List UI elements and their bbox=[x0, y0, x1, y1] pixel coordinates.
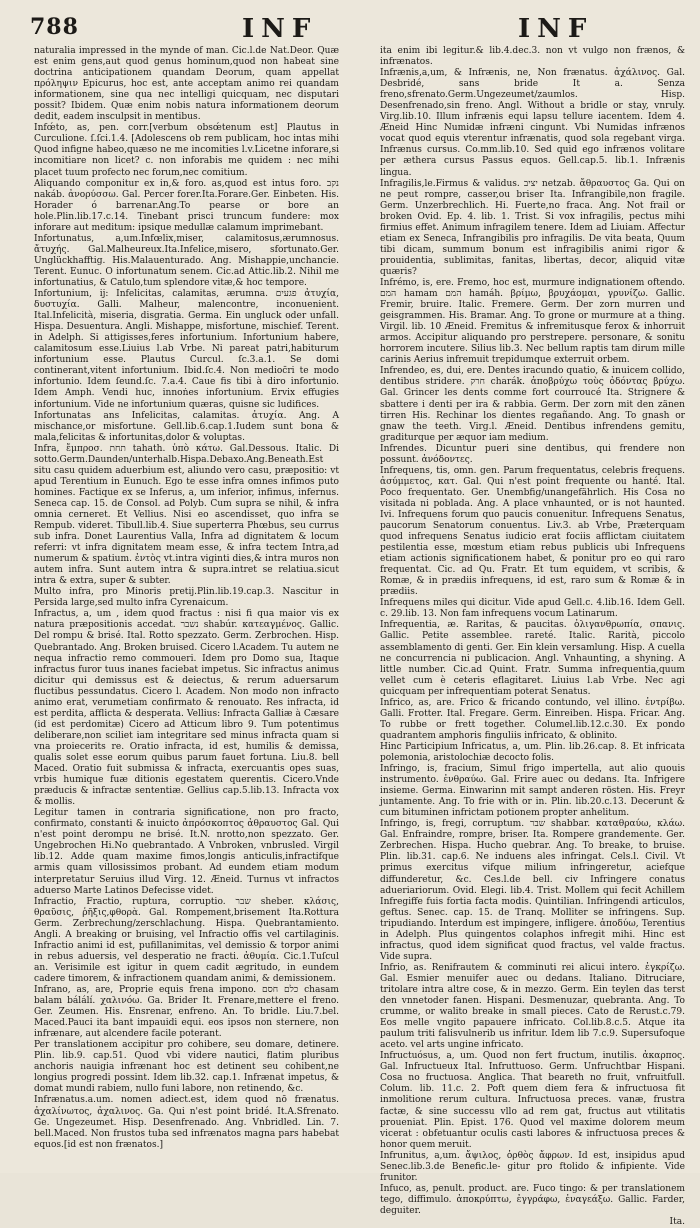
entry-infraeno-translationem: Per translationem accipitur pro cohibere, seu domare, detinere. Plin. lib.9. cap.51. Quod vbi videre nautici, flatim pluribus anchoris nauigia infrænant hoc est detinent seu cohibent,ne longius progredi possint. Idem lib.32. cap.1. Infrænat impetus, & domat mundi rabiem, nullo funi labore, non retinendo, &c. bbox=[34, 1040, 339, 1095]
entry-infrio: Infrio, as. Renifrautem & comminuti rei alicui intero. ἐγκρίζω. Gal. Esmier menuifer auec ou dedans. Italiano. Ditruciare, tritolare intra altre cose, & in mezzo. Germ. Ein teylen das terst den vnnetoder fanen. Hispani. Desmenuzar, quebranta. Ang. To crumme, or walito breake in small pieces. Cato de Rerust.c.79. Eos melle vngito papauere infricato. Col.lib.8.c.5. Atque ita paulum triti falisvulnerib us infritur. Idem lib 7.c.9. Supersufoque aceto. vel arts ungine infricato. bbox=[380, 962, 685, 1051]
entry-infrico: Infrico, as, are. Frico & fricando contundo, vel illino. ἐντρίβω. Galli. Frotter. Ital. Fregare. Germ. Einreiben. Hispa. Fricar. Ang. To rubbe or frett together. Columel.lib.12.c.30. Ex pondo quadrantem amphoris finguliis infricato, & oblinito. bbox=[380, 697, 685, 741]
entry-naturalia: naturalia impressed in the mynde of man. Cic.l.de Nat.Deor. Quæ est enim gens,aut quod genus hominum,quod non habeat sine doctrina anticipationem quandam Deorum, quam appellat πρόληψιν Epicurus, hoc est, ante acceptam animo rei quandam informationem, sine qua nec intelligi quicquam, nec disputari possit? Ibidem. Quæ enim nobis natura informationem deorum dedit, eadem insculpsit in mentibus. bbox=[34, 46, 339, 123]
right-column bbox=[380, 46, 686, 1227]
entry-infrendeo: Infrendeo, es, dui, ere. Dentes iracundo quatio, & inuicem collido, dentibus stridere. חרק charák. ἀποβρύχω τοὺς ὀδόντας βρύχω. Gal. Grincer les dents comme fort courroucé Ita. Strignere & sbattere i denti per ira & rabbia. Germ. Der zorn mit den zänen tirren His. Rechinar los dientes regañando. Ang. To gnash or gnaw the teeth. Virg.l. Æneid. Dentibus infrendens gemitu, graditurque per æquor iam medium. bbox=[380, 366, 685, 443]
entry-inforo-aliquando: Aliquando componitur ex in,& foro. as,quod est intus foro. נקב nakáb. ἀνορύσσω. Gal. Percer forer.Ita.Forare.Ger. Einbeten. His. Horader ó barrenar.Ang.To pearse or bore an hole.Plin.lib.17.c.14. Tinebant prisci truncum fundere: mox inforare aut meditum: ipsique medullæ calamum imprimebant. bbox=[34, 178, 339, 233]
header-title-right: INF bbox=[518, 14, 594, 44]
entry-continuation: ita enim ibi legitur.& lib.4.dec.3. non vt vulgo non frænos, & infrænatos. bbox=[380, 46, 685, 68]
left-column bbox=[34, 46, 339, 1165]
entry-inforo: Infœ́to, as, pen. corr.[verbum obsœ́tenum est] Plautus in Curculione. ſ.ſci.1.4. [Adolescens ob rem publicam, hoc intas mihi Quod infigne habeo,quæso ne me incomities l.v.Licetne inforare,si incomitiare non licet? c. non inforabis me quidem : nec mihi placet tuum profecto nec forum,nec comitium. bbox=[34, 123, 339, 178]
entry-infortunium: Infortunium, ij: Infelicitas, calamitas, ærumna. פגעים ἀτυχία, δυστυχία. Galli. Malheur, malencontre, inconuenient. Ital.Infelicità, miseria, disgratia. Germa. Ein ungluck oder unfall. Hispa. Desuentura. Angli. Mishappe, misfortune, mischief. Terent. in Adelph. Si attigisses,feres infortunium. Infortunium habere, calamitosum esse.Liuius l.ab Vrbe. Ni pareat patri,habiturum infortunium esse. Plautus Curcul. ſc.3.a.1. Se domi continerant,vitent infortunium. Ibid.ſc.4. Non medioc̄ri te modo infortunio. Idem ſeund.ſc. 7.a.4. Caue fis tibi à diro infortunio. Idem Amph. Vendi huc, innoṅes infortunium. Ervix effugies infortunium. Vide ne infortunium quæras, quisne sic ludifices. bbox=[34, 289, 339, 410]
entry-infrequens: Infrequens, tis, omn. gen. Parum frequentatus, celebris frequens. ἀσύμμετος, κατ. Gal. Qui n'est point frequente ou hanté. Ital. Poco frequentato. Ger. Unembfig/unangefährlich. His Cosa no visitada ni poblada. Ang. A place vnhaunted, or is not haunted. Ivi. Infrequens forum quo paucis conuenitur. Infrequens Senatus, paucorum Senatorum conuentus. Liv.3. ab Vrbe, Præterquam quod infrequens Senatus iudicio erat fociis afflictam ciuitatem pestilentia esse, mœstum etiam rebus publicis ubi Infrequens etiam actionis significationem habet, & ponitur pro eo qui raro frequentat. Cic. ad Qu. Fratr. Et tum equidem, vt scribis, & Romæ, & in prædiis infrequens, id est, raro sum & Romæ & in prædiis. bbox=[380, 465, 685, 598]
entry-infractus-contraria: Legitur tamen in contraria significatione, non pro fracto, confirmato, constanti & inuicto ἀπρόσκοπτος ἀθραυστος Gal. Qui n'est point derompu ne brisé. It.N. nrotto,non spezzato. Ger. Ungebrochen Hi.No quebrantado. A Vnbroken, vnbrusled. Virgil lib.12. Adde quam maxime fimos,longis anticulis,infractifque armis quam villosissimos probant. Ad eundem etiam modum interpretatur Seruius illud Virg. 12. Æneid. Turnus vt infractos aduerso Marte Latinos Defecisse videt. bbox=[34, 808, 339, 896]
entry-infringo: Infringo, is, fregi, corruptum. שבר shabbar. καταθραύω, κλάω. Gal. Enfraindre, rompre, briser. Ita. Rompere grandemente. Ger. Zerbrechen. Hispa. Hucho quebrar. Ang. To breake, to bruise. Plin. lib.31. cap.6. Ne induens ales infringat. Cels.l. Civil. Vt primus exercitus vifque milium infringeretur, aciefque diffunderetur, &c. Ces.l.de bell. civ Infringere conatus adueriariorum. Ovid. Elegi. lib.4. Trist. Mollem qui fecit Achillem Infregiffe fuis fortia facta modis. Quintilian. Infringendi articulos, geftus. Senec. cap. 15. de Tranq. Molliter se infringens. Sup. tripudiando. Interdum est impingere, infligere. ἀποδύω, Terentius in Adelph. Plus quingentos colaphos infregit mihi. Hinc est infractus, quod idem significat quod fractus, vel valde fractus. Vide supra. bbox=[380, 819, 686, 962]
running-header bbox=[30, 14, 680, 50]
entry-infortunatus: Infortunatus, a,um.Infœlix,miser, calamitosus,ærumnosus. ἄτυχής. Gal.Malheureux.Ita.Infelice,misero, sfortunato.Ger. Unglückhafftig. His.Malauenturado. Ang. Mishappie,unchancie. Terent. Eunuc. O infortunatum senem. Cic.ad Attic.lib.2. Nihil me infortunatius, & Catulo,tum splendore vitæ,& hoc tempore. bbox=[34, 233, 339, 288]
page-number: 788 bbox=[30, 14, 79, 40]
entry-infra: Infra, ἔμπροσ. תחת tahath. ὑπὸ κάτω. Gal.Dessous. Italic. Di sotto.Germ.Daunden/unterhalb.Hispa.Debaxo.Ang.Beneath.Est situ casu quidem aduerbium est, aliundo vero casu, præpositio: vt apud Terentium in Eunuch. Ego te esse infra omnes infimos puto homines. Factique ex se Inferus, a, um inferior, infimus, infernus. Seneca cap. 15. de Consol. ad Polyb. Cum supra se nihil, & infra omnia cerneret. Et Vellius. Nisi eo ascendisset, quo infra se Rempub. videret. Tibull.lib.4. Siue superterra Phœbus, seu currus sub infra. Donet Laurentius Valla, Infra ad dignitatem & locum referri: vt infra dignitatem meam esse, & infra tectem Intra,ad numerum & spatium. ἐντὸς vt.intra viginti dies,& intra muros non autem infra. Sunt autem intra & supra.intret se relatiua.sicut intra & extra, super & subter. bbox=[34, 443, 340, 587]
entry-multo-infra: Multo infra, pro Minoris pretij.Plin.lib.19.cap.3. Nascitur in Persida large,sed multo infra Cyrenaicum. bbox=[34, 587, 339, 609]
entry-infructuosus: Infructuósus, a, um. Quod non fert fructum, inutilis. ἀκαρπος. Gal. Infructueux Ital. Infruttuoso. Germ. Unfruchtbar Hispani. Cosa no fructuosa. Anglica. That beareth no fruit, vnfruitfull. Colum. lib. 11.c. 2. Poft quem diem fera & infructuosa fit inmolitione rerum cultura. Infructuosa preces. vanæ, frustra factæ, & sine successu vllo ad rem gat, fructus aut vtilitatis proueniat. Plin. Epist. 176. Quod vel maxime dolorem meum vicerat : obfetuantur oculis casti labores & infructuosa preces & honor quem meruit. bbox=[380, 1051, 685, 1150]
entry-infrendes: Infrendes. Dicuntur pueri sine dentibus, qui frendere non possunt. ἀνόδοντες. bbox=[380, 443, 685, 465]
entry-infragilis: Infragilis,le.Firmus & validus. יציב netzab. ἄθραυστος Ga. Qui on ne peut rompre, casser,ou briser Ita. Infrangibile,non fragile. Germ. Unzerbrechlich. Hi. Fuerte,no fraca. Ang. Not frail or broken Ovid. Ep. 4. lib. 1. Trist. Si vox infragilis, pectus mihi firmius effet. Animum infragilem tenere. Idem ad Liuiam. Affectur etiam ex Seneca, Infrangibilis pro infragilis. De vita beata, Quum tibi dicam, summum bonum est infragibilis animi rigor & prouidentia, sublimitas, fanitas, libertas, decor, aliquid vitæ quæris? bbox=[380, 178, 685, 277]
entry-infricatus: Hinc Participium Infricatus, a, um. Plin. lib.26.cap. 8. Et infricata polemonia, aristolochiæ decocto folis. bbox=[380, 741, 685, 763]
entry-infraeno: Infrano, as, are, Proprie equis frena impono. כלם חסם chasam balam bálálí. χαλινόω. Ga. Brider It. Frenare,mettere el freno. Ger. Zeumen. His. Ensrenar, enfreno. An. To bridle. Liu.7.bel. Maced.Pauci ita bant impauidi equi. eos ipsos non sternere, non infrænare, aut alcendere facile poterant. bbox=[34, 984, 339, 1040]
entry-infrigo: Infringo, is, fracium, Simul frigo impertella, aut alio quouis instrumento. ἐνθραύω. Gal. Frire auec ou dedans. Ita. Infrigere insieme. Germa. Einwarinn mit sampt anderen rösten. His. Freyr juntamente. Ang. To frie with or in. Plin. lib.20.c.13. Decerunt & cum bituminen infrictam potionem propter anhelitum. bbox=[380, 764, 685, 819]
entry-infraenis: Infrænis,a,um, & Infrænis, ne, Non frænatus. ἀχάλινος. Gal. Desbridé, sans bride It a. Senza freno,sfrenato.Germ.Ungezeumet/zaumlos. Hisp. Desenfrenado,sin freno. Angl. Without a bridle or stay, vnruly. Virg.lib.10. Illum infrænis equi lapsu tellure iacentem. Idem 4. Æneid Hinc Numidæ infræni cingunt. Vbi Numidas infrænos vocat quod equis vterentur infrænatis, quod sola regebant virga. Infrænus cursus. Co.mm.lib.10. Sed quid ego infrænos volitare per æthera cursus Passus equos. Gell.cap.5. lib.1. Infrænis lingua. bbox=[380, 68, 685, 178]
entry-infractio: Infractio, Fractio, ruptura, corruptio. שבר sheber. κλάσις, θραῦσις, ῥῆξις,φθορὰ. Gal. Rompement,brisement Ita.Rottura Germ. Zerbrechung/zerschlachung. Hispa. Quebrantamiento. Angli. A breaking or bruising, vel Infractio offis vel cartilaginis. Infractio animi id est, pufillanimitas, vel demissio & torpor animi in rebus aduersis, vel desperatio ne fracti. ἀθυμία. Cic.1.Tuſcul an. Verisimile est igitur in quem cadit ægritudo, in eundem cadere timorem, & infractionem quandam animi, & demissionem. bbox=[34, 896, 339, 984]
entry-infractus: Infractus, a, um , idem quod fractus : nisi fi qua maior vis ex natura præpositionis accedat. נשבר shabúr. κατεαγμένος. Gallic. Del rompu & brisé. Ital. Rotto spezzato. Germ. Zerbrochen. Hisp. Quebrantado. Ang. Broken bruised. Cicero l.Academ. Tu autem ne nequa infractio remo commoueri. Idem pro Domo sua, Itaque infractus furor tuus inanes faciebat impetus. Sic infractus animus dicitur qui demissus est & deiectus, & rerum aduersarum fluctibus pessundatus. Cicero l. Academ. Non modo non infracto animo erat, verumetiam confirmato & renouato. Res infracta, id est perdita, afflicta & desperata. Vellius: Infracta Galliæ à Cæsare (id est perdomitæ) Cicero ad Atticum libro 9. Tum potentimus deliberare,non sciliet iam integritare sed minus infracta quam si vna proiecerits re. Oratio infracta, id est, humilis & demissa, qualis solet esse eorum quibus parum fauet fortuna. Liu.8. bell Maced. Oratio fuit submissa & infracta, exercuantis opes suas, vrbis humique fuæ ditionis egestatem querentis. Cicero.Vnde præducis & infractæ sententiæ. Gellius cap.5.lib.13. Infracta vox & mollis. bbox=[34, 609, 339, 808]
entry-infrequentia: Infrequentia, æ. Raritas, & paucitas. ὀλιγανθρωπία, σπανις. Gallic. Petite assemblee. rareté. Italic. Rarità, piccolo assemblamento di genti. Ger. Ein klein versamlung. Hisp. A cuella ne concurrencia ni publicacion. Angl. Vnhaunting, a shyning. A little number. Cic.ad Quint. Fratr. Summa infrequentia,quum vellet cum è ceteris eflagitaret. Liuius l.ab Vrbe. Nec agi quicquam per infrequentiam poterat Senatus. bbox=[380, 620, 685, 697]
catchword: Ita. bbox=[669, 1216, 685, 1227]
entry-infrequens-miles: Infrequens miles qui dicitur. Vide apud Gell.c. 4.lib.16. Idem Gell. c. 29.lib. 13. Non fam infrequens vocum Latinarum. bbox=[380, 598, 685, 620]
entry-infremo: Infrémo, is, ere. Fremo, hoc est, murmure indignationem oftendo. המם hamam המם hamáh. βρίμω, βρυχάομαι, γρυνίζω. Gallic. Fremir, bruire. Italic. Fremere. Germ. Der zorn murren und geisgrammen. His. Bramar. Ang. To grone or murmure at a thing. Virgil. lib. 10 Æneid. Fremitus & infremitusque ferox & inhorruit armos. Accipitur aliquando pro perstrepere. personare, & sonitu horrorem incutere. Silius lib.3. Nec bellum raptis tam dirum mille carinis Aerius infremuit trepidumque exterruit orbem. bbox=[380, 277, 685, 366]
header-title-left: INF bbox=[242, 14, 318, 44]
entry-infuco: Infuco, as, penult. product. are. Fuco tingo: & per translationem tego, diffimulo. ἀποκρύπτω, ἐγγράφω, ἐναγεάξω. Gallic. Farder, deguiter. bbox=[380, 1183, 685, 1216]
entry-infortunitas: Infortunatas ans Infelicitas, calamitas. ἀτυχία. Ang. A mischance,or misfortune. Gell.lib.6.cap.1.Iudem sunt bona & mala,felicitas & infortunitas,dolor & voluptas. bbox=[34, 410, 339, 443]
entry-infraenatus: Infrænatus.a.um. nomen adiect.est, idem quod nō frænatus. ἀχαλίνωτος, ἀχαλινος. Ga. Qui n'est point bridé. It.A.Sfrenato. Ge. Ungezeumet. Hisp. Desenfrenado. Ang. Vnbridled. Lin. 7. bell.Maced. Non frustos tuba sed infrænatos magna pars habebat equos.[id est non frænatos.] bbox=[34, 1095, 339, 1150]
entry-infrunitus: Infrunitus, a,um. ἄψιλος, ὀρθὸς ἄφρων. Id est, insipidus apud Senec.lib.3.de Benefic.le- gitur pro ftolido & infipiente. Vide frunitor. bbox=[380, 1150, 685, 1183]
